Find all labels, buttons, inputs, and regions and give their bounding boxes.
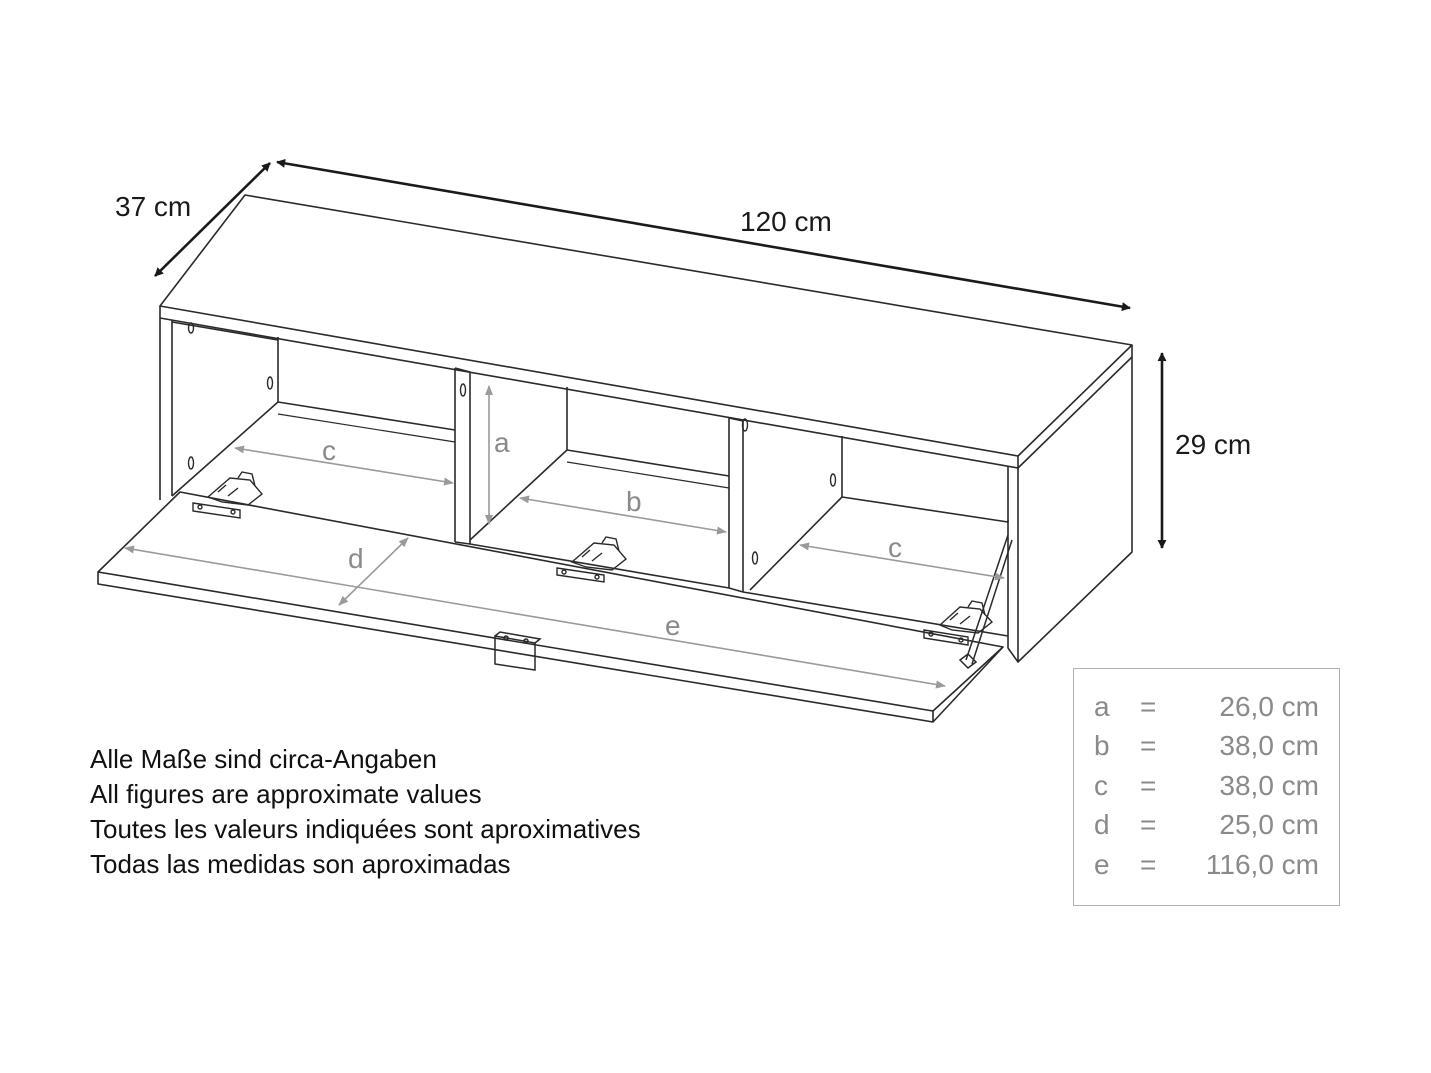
- back-line-left: [172, 322, 278, 340]
- note-french: Toutes les valeurs indiquées sont aproximatives: [90, 814, 641, 844]
- dimension-legend: [1073, 668, 1340, 906]
- shelf-line-mid: [470, 450, 567, 540]
- legend-equals: =: [1140, 691, 1157, 722]
- bottom-line-right: [743, 592, 1008, 636]
- depth-label: 37 cm: [115, 191, 192, 222]
- legend-row-a: [1074, 691, 1339, 727]
- dim-a-label: a: [494, 427, 510, 458]
- hinge-left: [193, 472, 262, 518]
- dim-c-right-label: c: [888, 532, 902, 563]
- back-right: [842, 436, 1008, 522]
- dim-d-label: d: [348, 543, 364, 574]
- top-surface: [160, 195, 1132, 456]
- legend-equals: =: [1140, 770, 1157, 801]
- screw-holes: [189, 323, 836, 564]
- dim-e-label: e: [665, 610, 681, 641]
- legend-key: b: [1094, 730, 1110, 761]
- legend-equals: =: [1140, 809, 1157, 840]
- back-left: [278, 337, 455, 430]
- legend-value: 116,0 cm: [1205, 849, 1319, 880]
- top-right-edge: [1018, 345, 1132, 468]
- approximate-values-notes: [90, 742, 641, 882]
- dim-c-left-arrow: [235, 448, 453, 483]
- legend-row-d: [1074, 809, 1339, 845]
- legend-value: 25,0 cm: [1219, 809, 1319, 840]
- legend-key: d: [1094, 809, 1110, 840]
- legend-row-c: [1074, 770, 1339, 806]
- shelf-front-left: [278, 414, 455, 442]
- top-front-edge: [160, 306, 1018, 468]
- main-dimension-lines: [155, 162, 1162, 548]
- cabinet-body: [160, 195, 1132, 662]
- legend-value: 26,0 cm: [1219, 691, 1319, 722]
- flap-door: [98, 492, 1003, 722]
- legend-value: 38,0 cm: [1219, 770, 1319, 801]
- flap-stay: [960, 535, 1012, 668]
- legend-row-b: [1074, 730, 1339, 766]
- hinge-mid: [557, 537, 626, 582]
- note-german: Alle Maße sind circa-Angaben: [90, 744, 437, 774]
- note-spanish: Todas las medidas son aproximadas: [90, 849, 511, 879]
- divider-right: [729, 418, 743, 592]
- legend-equals: =: [1140, 849, 1157, 880]
- height-label: 29 cm: [1175, 429, 1252, 460]
- left-side-panel: [160, 318, 172, 500]
- divider-left: [455, 368, 470, 544]
- legend-value: 38,0 cm: [1219, 730, 1319, 761]
- legend-equals: =: [1140, 730, 1157, 761]
- legend-row-e: [1074, 849, 1339, 885]
- back-mid: [567, 387, 729, 476]
- shelf-front-mid: [567, 462, 729, 488]
- legend-key: e: [1094, 849, 1110, 880]
- legend-key: a: [1094, 691, 1110, 722]
- dim-c-right-arrow: [800, 545, 1004, 578]
- legend-key: c: [1094, 770, 1108, 801]
- width-arrow: [277, 162, 1130, 308]
- right-side-panel: [1008, 357, 1132, 662]
- dim-b-arrow: [520, 498, 726, 532]
- width-label: 120 cm: [740, 206, 832, 237]
- shelf-line-right: [750, 497, 842, 590]
- dim-c-left-label: c: [322, 435, 336, 466]
- dim-b-label: b: [626, 486, 642, 517]
- note-english: All figures are approximate values: [90, 779, 482, 809]
